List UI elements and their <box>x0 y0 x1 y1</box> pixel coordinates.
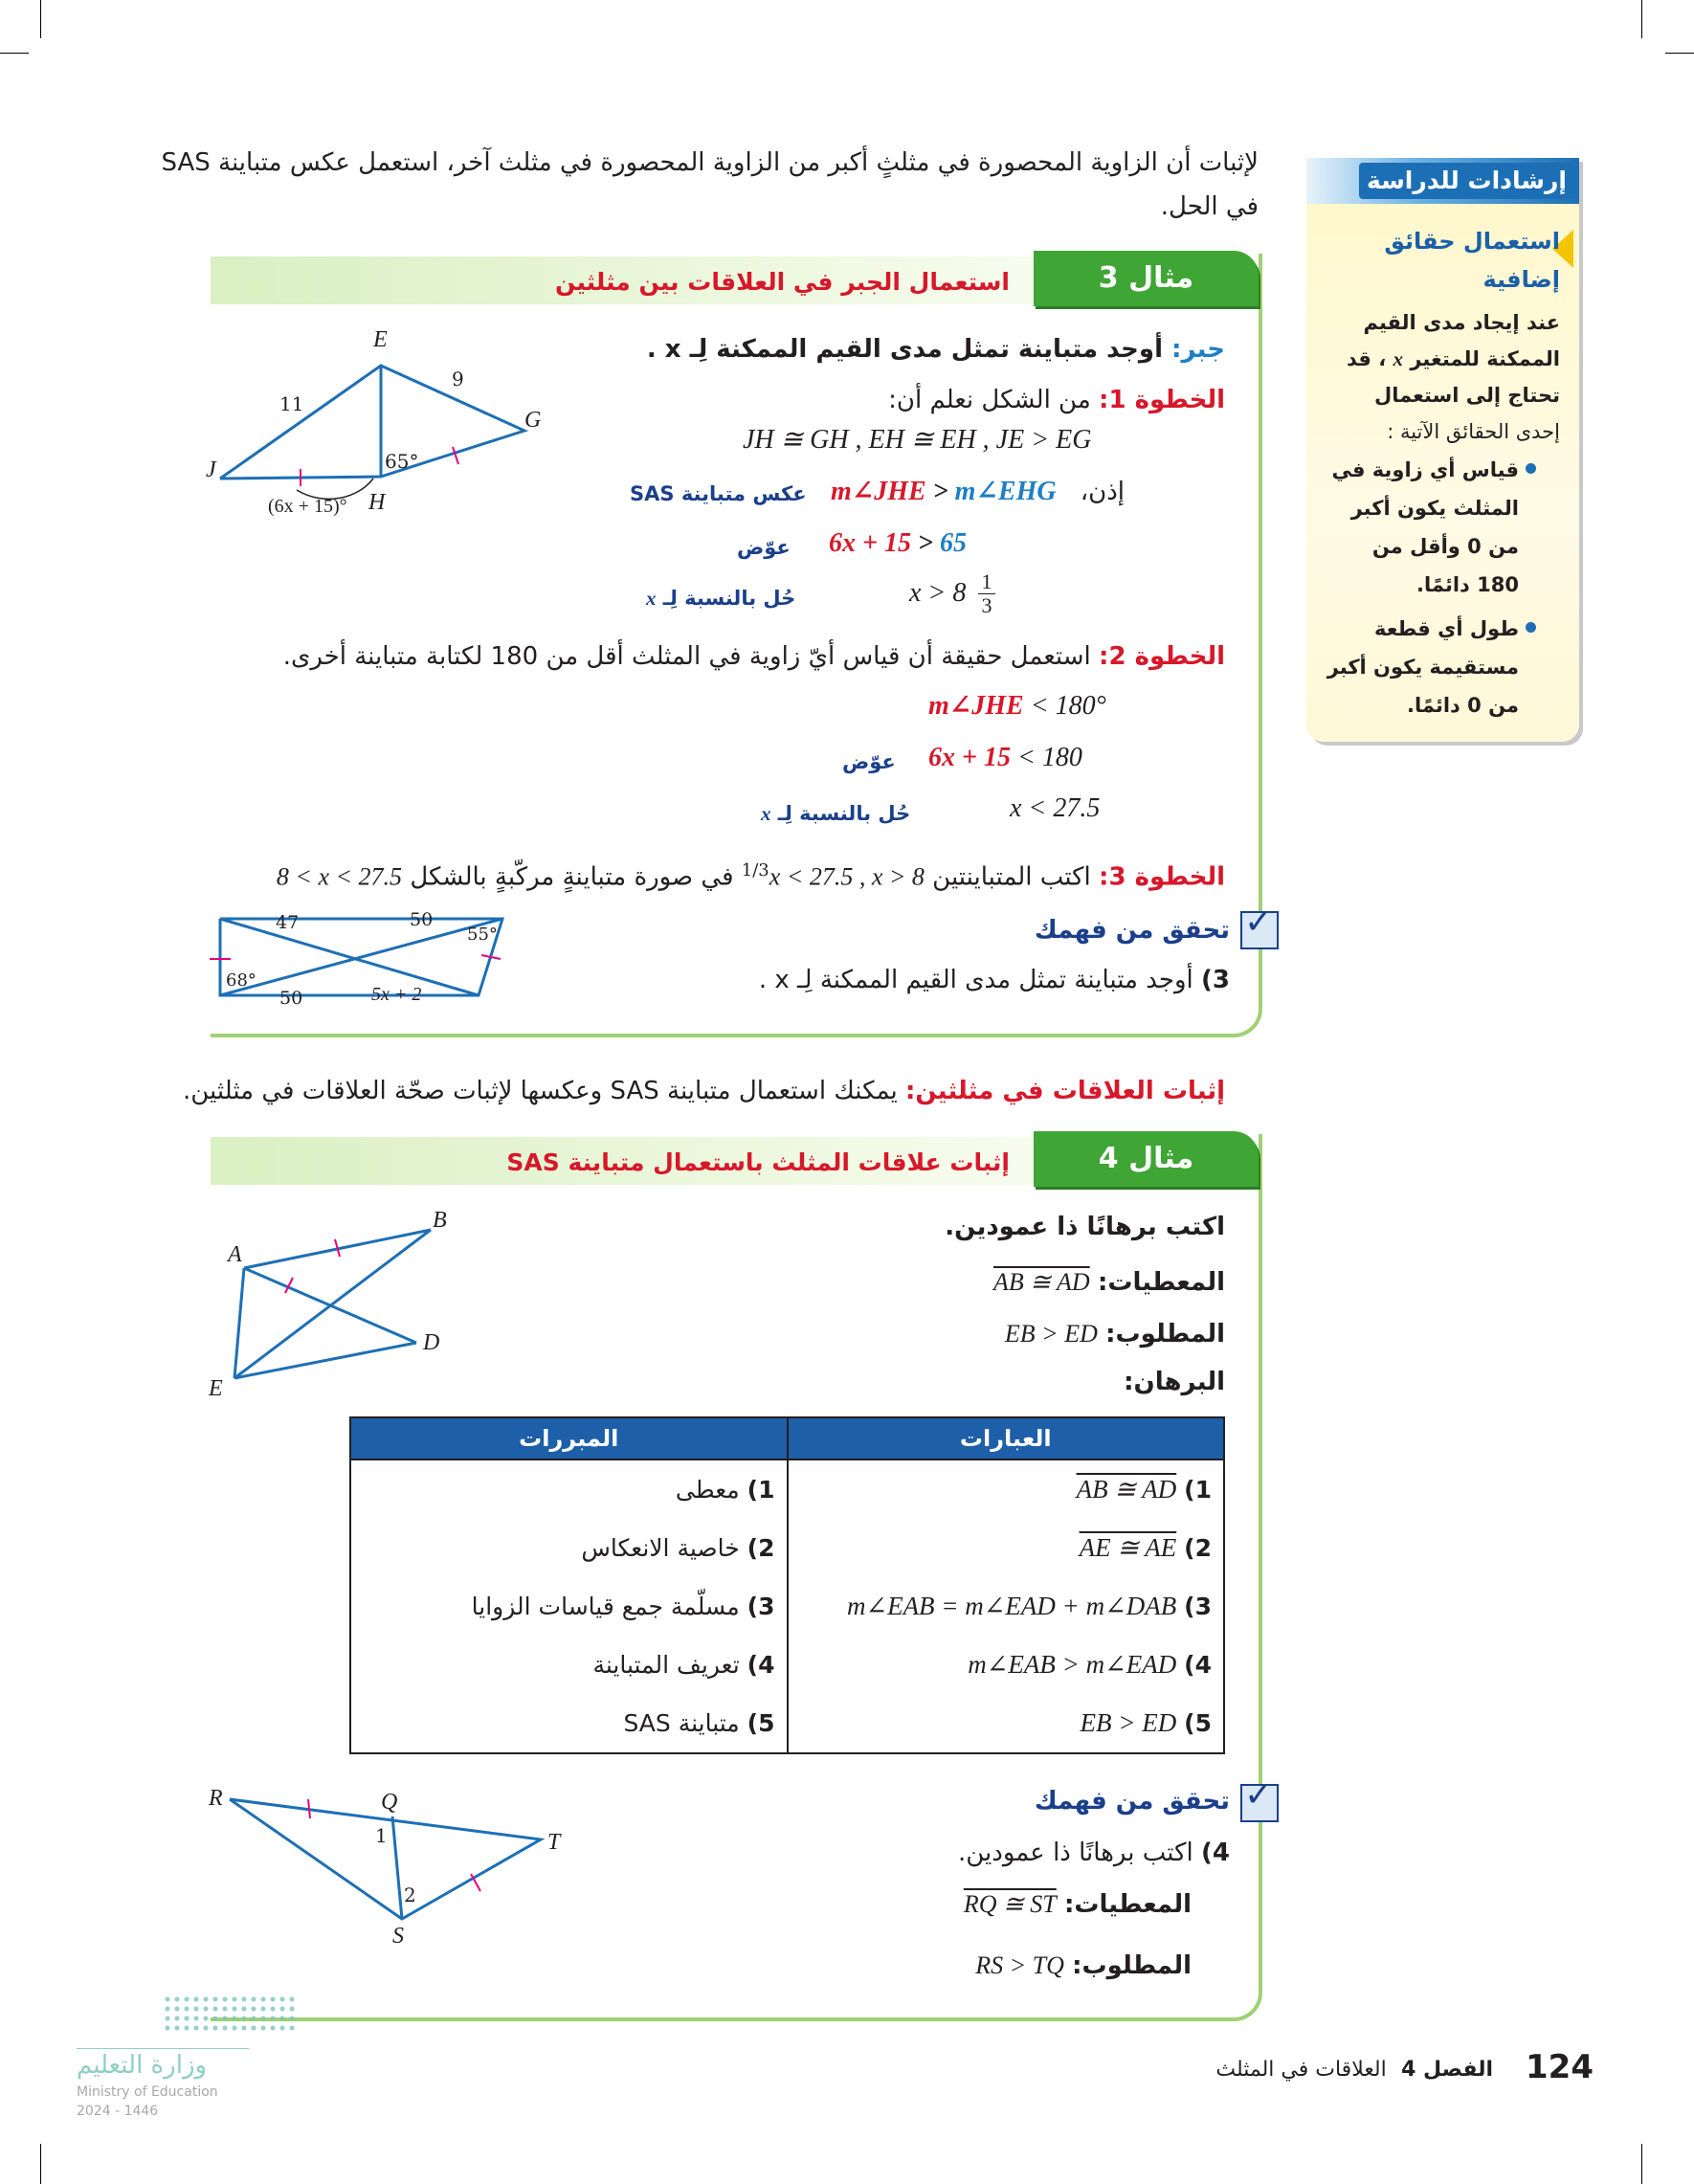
crop-mark <box>40 2144 41 2184</box>
tick-mark <box>308 1799 310 1818</box>
reason-text: تعريف المتباينة <box>592 1651 740 1679</box>
tip-heading-2: إضافية <box>1482 266 1560 293</box>
tip-bullet-line: طول أي قطعة <box>1373 617 1519 640</box>
label-50-bottom: 50 <box>279 988 303 1009</box>
ministry-logo-icon <box>163 1995 297 2033</box>
table-row <box>350 1460 1224 1519</box>
statement-number: 4) <box>1184 1651 1212 1679</box>
statement-number: 1) <box>1184 1476 1212 1504</box>
logo-divider <box>77 2048 249 2049</box>
reason-number: 5) <box>747 1709 775 1737</box>
inequality-4: m∠JHE < 180° <box>928 691 1106 721</box>
algebra-line: جبر: أوجد متباينة تمثل مدى القيم الممكنة لِـ x . <box>646 335 1225 364</box>
reason-text: متباينة SAS <box>623 1709 740 1737</box>
reason-number: 2) <box>747 1534 775 1562</box>
ministry-name-ar: وزارة التعليم <box>77 2051 208 2080</box>
tip-line: الممكنة للمتغير x ، قد <box>1347 347 1560 370</box>
tip-bullet-line: من 0 دائمًا. <box>1407 694 1519 717</box>
label-68: 68° <box>226 970 256 991</box>
inequality-5: 6x + 15 < 180 <box>928 743 1082 772</box>
label-s: S <box>392 1924 404 1949</box>
label-e: E <box>373 327 388 352</box>
ministry-name-en: Ministry of Education <box>77 2084 218 2100</box>
fraction: 1 3 <box>978 570 995 617</box>
crop-mark <box>1641 0 1642 38</box>
label-h: H <box>368 490 386 515</box>
tip-bullet-line: 180 دائمًا. <box>1416 573 1519 596</box>
checkmark-icon: ✓ <box>1244 1775 1274 1815</box>
reason-cell <box>350 1577 788 1636</box>
label-angle-65: 65° <box>385 450 419 473</box>
example-4-tab: مثال 4 <box>1034 1131 1259 1187</box>
label-a: A <box>228 1242 242 1267</box>
statement-number: 2) <box>1184 1534 1212 1562</box>
note-solve: حُل بالنسبة لِـ x <box>646 587 796 610</box>
reason-number: 1) <box>747 1476 775 1504</box>
check-given-line: المعطيات: RQ ≅ ST <box>963 1890 1192 1919</box>
step-2-line: الخطوة 2: استعمل حقيقة أن قياس أيّ زاوية في المثلث أقل من 180 لكتابة متباينة أخرى. <box>282 642 1225 671</box>
label-side-11: 11 <box>279 392 304 415</box>
tip-bullet-line: من 0 وأقل من <box>1371 535 1519 558</box>
check-prove-line: المطلوب: RS > TQ <box>975 1951 1192 1980</box>
intro-line-1: لإثبات أن الزاوية المحصورة في مثلثٍ أكبر من الزاوية المحصورة في مثلث آخر، استعمل عكس متباينة SAS <box>161 148 1259 177</box>
year-label: 2024 - 1446 <box>77 2104 159 2119</box>
checkmark-icon: ✓ <box>1244 903 1274 942</box>
bullet-icon <box>1526 463 1536 474</box>
reason-text: معطى <box>675 1476 740 1504</box>
statement-number: 5) <box>1184 1709 1212 1737</box>
reason-text: مسلّمة جمع قياسات الزوايا <box>471 1593 740 1620</box>
reason-number: 4) <box>747 1651 775 1679</box>
statement-cell <box>788 1694 1225 1753</box>
check-question-4: 4) اكتب برهانًا ذا عمودين. <box>957 1839 1230 1867</box>
crop-mark <box>0 53 29 54</box>
label-angle-expr: (6x + 15)° <box>268 496 347 517</box>
table-row <box>350 1519 1224 1577</box>
note-substitute: عوّض <box>737 536 791 559</box>
tip-bullet-line: المثلث يكون أكبر <box>1350 497 1519 520</box>
statement-text: m∠EAB = m∠EAD + m∠DAB <box>846 1592 1177 1620</box>
statement-cell <box>788 1577 1225 1636</box>
reason-cell <box>350 1636 788 1694</box>
label-d: D <box>423 1330 440 1355</box>
statement-text: AB ≅ AD <box>1076 1475 1177 1504</box>
figure-quadrilateral-abde <box>201 1211 479 1383</box>
inequality-3: x > 8 <box>909 578 967 608</box>
tip-line: عند إيجاد مدى القيم <box>1363 311 1560 334</box>
inequality-2: 6x + 15 > 65 <box>829 528 967 558</box>
column-header-statements: العبارات <box>788 1417 1225 1460</box>
tip-bullet-line: مستقيمة يكون أكبر <box>1326 656 1519 679</box>
inequality-6: x < 27.5 <box>1010 793 1101 823</box>
table-row <box>350 1577 1224 1636</box>
label-50-top: 50 <box>410 909 434 930</box>
label-b: B <box>433 1208 447 1233</box>
then-label: إذن، <box>1080 478 1125 506</box>
label-5x-plus-2: 5x + 2 <box>371 984 422 1005</box>
step-1-line: الخطوة 1: من الشكل نعلم أن: <box>888 386 1225 414</box>
prove-line: المطلوب: EB > ED <box>1004 1320 1225 1348</box>
section-proving-relations: إثبات العلاقات في مثلثين: يمكنك استعمال متباينة SAS وعكسها لإثبات صحّة العلاقات في مثلثين. <box>182 1077 1225 1105</box>
label-55: 55° <box>467 925 498 945</box>
label-t: T <box>547 1830 561 1855</box>
label-e: E <box>209 1376 223 1401</box>
tip-heading-1: استعمال حقائق <box>1384 228 1560 255</box>
tip-bullet-line: قياس أي زاوية في <box>1331 458 1519 481</box>
label-angle-1: 1 <box>375 1824 388 1847</box>
inequality-1: m∠JHE > m∠EHG <box>831 477 1057 506</box>
statement-text: AE ≅ AE <box>1079 1533 1177 1562</box>
example-3-title: استعمال الجبر في العلاقات بين مثلثين <box>554 268 1010 296</box>
label-angle-2: 2 <box>404 1883 416 1906</box>
label-side-9: 9 <box>452 368 464 390</box>
statement-text: EB > ED <box>1080 1708 1177 1737</box>
two-column-proof-table <box>349 1416 1225 1754</box>
statement-text: m∠EAB > m∠EAD <box>968 1650 1177 1679</box>
check-understanding-title: تحقق من فهمك <box>1034 916 1230 945</box>
reason-cell <box>350 1460 788 1519</box>
check-question-3: 3) أوجد متباينة تمثل مدى القيم الممكنة لِـ x . <box>758 966 1230 994</box>
statement-cell <box>788 1519 1225 1577</box>
intro-line-2: في الحل. <box>1160 192 1259 221</box>
step-1-math: JH ≅ GH , EH ≅ EH , JE > EG <box>743 425 1092 455</box>
note-converse-sas: عكس متباينة SAS <box>630 482 807 505</box>
given-line: المعطيات: AB ≅ AD <box>992 1268 1225 1297</box>
column-header-reasons: المبررات <box>350 1417 788 1460</box>
crop-mark <box>1641 2144 1642 2184</box>
chapter-label: الفصل 4 العلاقات في المثلث <box>1215 2058 1493 2082</box>
label-g: G <box>524 408 542 433</box>
tip-line: إحدى الحقائق الآتية : <box>1387 420 1560 443</box>
tip-line: تحتاج إلى استعمال <box>1373 384 1560 407</box>
crop-mark <box>40 0 41 38</box>
note-substitute: عوّض <box>842 750 896 773</box>
proof-label: البرهان: <box>1124 1368 1225 1396</box>
statement-cell <box>788 1636 1225 1694</box>
label-r: R <box>209 1786 223 1811</box>
reason-cell <box>350 1694 788 1753</box>
label-j: J <box>206 457 216 482</box>
bullet-icon <box>1526 622 1536 633</box>
figure-crossed-triangles <box>206 909 512 1014</box>
note-solve: حُل بالنسبة لِـ x <box>761 802 911 825</box>
label-47: 47 <box>276 912 300 933</box>
example-3-tab: مثال 3 <box>1034 251 1259 306</box>
tick-mark <box>453 447 458 464</box>
statement-cell <box>788 1460 1225 1519</box>
example-4-title: إثبات علاقات المثلث باستعمال متباينة SAS <box>506 1148 1010 1176</box>
step-3-line: الخطوة 3: اكتب المتباينتين x < 27.5 , $x > 8^{1/3}$ في صورة متباينةٍ مركّبةٍ بالشكل 8 < x < 27.5 <box>276 860 1225 892</box>
crop-mark <box>1665 53 1694 54</box>
reason-text: خاصية الانعكاس <box>581 1534 740 1562</box>
check-understanding-title: تحقق من فهمك <box>1034 1787 1230 1816</box>
table-row <box>350 1694 1224 1753</box>
reason-number: 3) <box>747 1593 775 1620</box>
triangle-outline <box>220 366 524 479</box>
statement-number: 3) <box>1184 1593 1212 1620</box>
reason-cell <box>350 1519 788 1577</box>
study-tips-title: إرشادات للدراسة <box>1359 163 1574 199</box>
page-number: 124 <box>1526 2048 1594 2086</box>
label-q: Q <box>381 1790 398 1815</box>
table-row <box>350 1636 1224 1694</box>
write-proof-instruction: اكتب برهانًا ذا عمودين. <box>945 1213 1225 1241</box>
